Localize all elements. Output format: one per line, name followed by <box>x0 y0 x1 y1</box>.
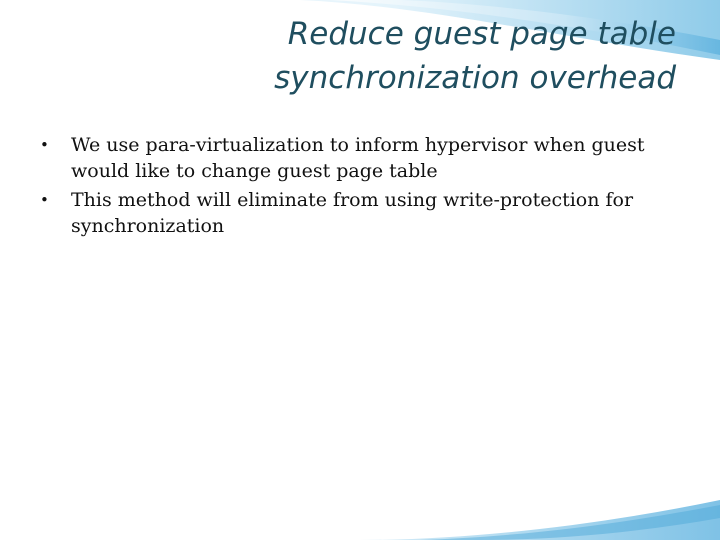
bullet-text: This method will eliminate from using write-protection for synchronization <box>71 189 634 237</box>
bullet-item <box>40 187 690 239</box>
bullet-list <box>40 132 690 242</box>
slide-title <box>76 12 676 100</box>
bullet-marker: • <box>40 191 49 209</box>
slide-title-line-1: Reduce guest page table <box>287 16 676 52</box>
bottom-wave-shape <box>0 500 720 540</box>
bullet-marker: • <box>40 136 49 154</box>
bullet-item <box>40 132 690 184</box>
bullet-text: We use para-virtualization to inform hypervisor when guest would like to change guest page table <box>71 134 645 182</box>
slide-title-line-2: synchronization overhead <box>274 60 676 96</box>
